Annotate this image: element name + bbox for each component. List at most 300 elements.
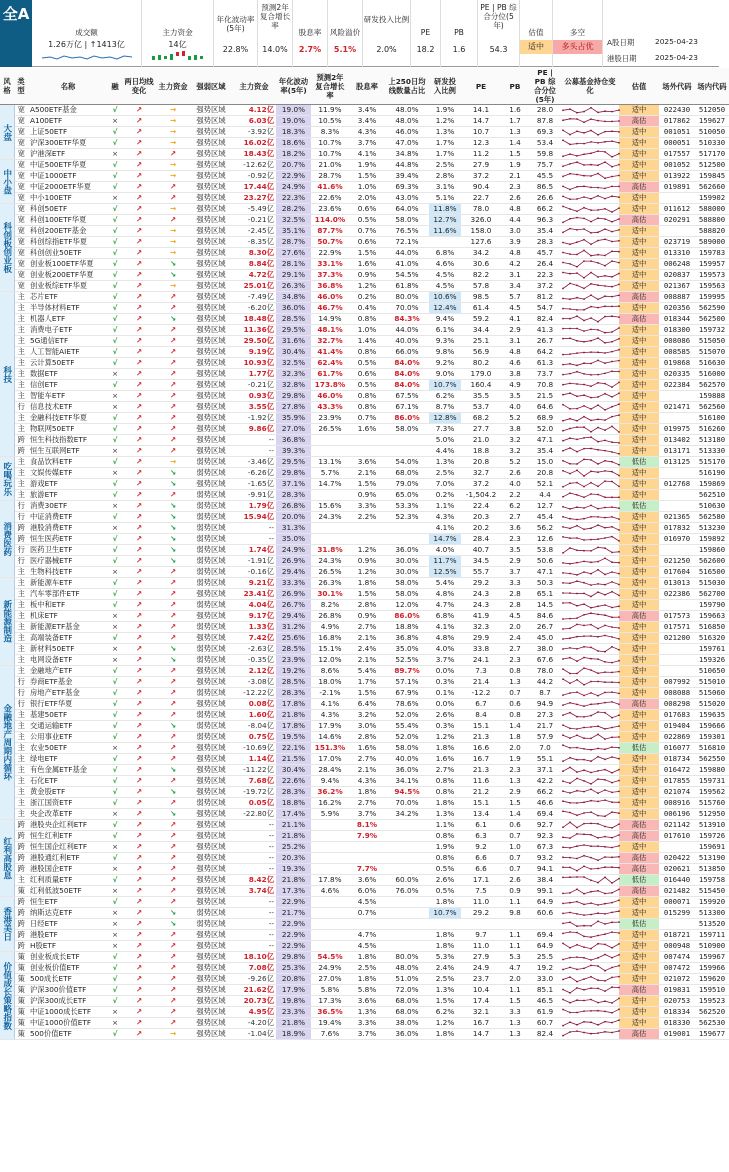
otc-code[interactable]: 006196	[659, 809, 695, 820]
otc-code[interactable]: 013402	[659, 435, 695, 446]
col-header-pct[interactable]: PE | PB 综合分位(5年)	[529, 68, 561, 105]
otc-code[interactable]: 019831	[659, 985, 695, 996]
col-header-otc-code[interactable]: 场外代码	[659, 68, 695, 105]
table-row[interactable]	[0, 369, 729, 380]
otc-code[interactable]	[659, 193, 695, 204]
otc-code[interactable]: 001052	[659, 160, 695, 171]
otc-code[interactable]: 013013	[659, 578, 695, 589]
otc-code[interactable]: 017832	[659, 523, 695, 534]
etf-name[interactable]: 中证1000ETF	[28, 171, 108, 182]
exchange-code[interactable]: 515050	[695, 336, 729, 347]
otc-code[interactable]: 008086	[659, 336, 695, 347]
etf-name[interactable]: 红利质量ETF	[28, 875, 108, 886]
exchange-code[interactable]: 513330	[695, 446, 729, 457]
otc-code[interactable]: 022430	[659, 105, 695, 116]
etf-name[interactable]: 数据ETF	[28, 369, 108, 380]
otc-code[interactable]: 017604	[659, 567, 695, 578]
col-header-zone[interactable]: 强弱区域	[190, 68, 232, 105]
otc-code[interactable]: 007472	[659, 963, 695, 974]
table-row[interactable]	[0, 589, 729, 600]
otc-code[interactable]	[659, 391, 695, 402]
table-row[interactable]	[0, 864, 729, 875]
otc-code[interactable]	[659, 545, 695, 556]
table-row[interactable]	[0, 798, 729, 809]
exchange-code[interactable]: 513520	[695, 919, 729, 930]
exchange-code[interactable]: 515170	[695, 457, 729, 468]
table-row[interactable]	[0, 468, 729, 479]
otc-code[interactable]: 007992	[659, 677, 695, 688]
etf-name[interactable]: 沪港深ETF	[28, 149, 108, 160]
etf-name[interactable]: 科创200ETF基金	[28, 226, 108, 237]
otc-code[interactable]	[659, 501, 695, 512]
etf-name[interactable]: 交通运输ETF	[28, 721, 108, 732]
etf-name[interactable]: A500ETF基金	[28, 105, 108, 116]
etf-name[interactable]: 金融科技ETF华夏	[28, 413, 108, 424]
otc-code[interactable]: 017571	[659, 622, 695, 633]
exchange-code[interactable]: 515020	[695, 699, 729, 710]
exchange-code[interactable]: 513190	[695, 853, 729, 864]
etf-name[interactable]: 农业50ETF	[28, 743, 108, 754]
etf-name[interactable]: 芯片ETF	[28, 292, 108, 303]
exchange-code[interactable]: 159726	[695, 831, 729, 842]
etf-name[interactable]: 创业板价值ETF	[28, 963, 108, 974]
exchange-code[interactable]: 515010	[695, 677, 729, 688]
otc-code[interactable]: 020753	[659, 996, 695, 1007]
etf-name[interactable]: 高端装备ETF	[28, 633, 108, 644]
otc-code[interactable]: 022386	[659, 589, 695, 600]
exchange-code[interactable]: 510900	[695, 941, 729, 952]
table-row[interactable]	[0, 996, 729, 1007]
exchange-code[interactable]: 513910	[695, 820, 729, 831]
etf-name[interactable]: 新能源车ETF	[28, 578, 108, 589]
table-row[interactable]	[0, 105, 729, 116]
otc-code[interactable]: 021367	[659, 281, 695, 292]
etf-name[interactable]: 创业板成长ETF	[28, 952, 108, 963]
col-header-ma-change[interactable]: 两日均线变化	[122, 68, 156, 105]
table-row[interactable]	[0, 138, 729, 149]
table-row[interactable]	[0, 952, 729, 963]
exchange-code[interactable]: 516000	[695, 369, 729, 380]
etf-name[interactable]: 恒生医药ETF	[28, 534, 108, 545]
etf-name[interactable]: 机器人ETF	[28, 314, 108, 325]
otc-code[interactable]: 012768	[659, 479, 695, 490]
otc-code[interactable]: 008088	[659, 688, 695, 699]
etf-name[interactable]: 消费30ETF	[28, 501, 108, 512]
otc-code[interactable]: 018300	[659, 325, 695, 336]
etf-name[interactable]: 恒生科技指数ETF	[28, 435, 108, 446]
table-row[interactable]	[0, 116, 729, 127]
table-row[interactable]	[0, 270, 729, 281]
table-row[interactable]	[0, 347, 729, 358]
exchange-code[interactable]: 159783	[695, 248, 729, 259]
table-row[interactable]	[0, 1018, 729, 1029]
exchange-code[interactable]: 516500	[695, 567, 729, 578]
table-row[interactable]	[0, 281, 729, 292]
exchange-code[interactable]: 510630	[695, 501, 729, 512]
table-row[interactable]	[0, 820, 729, 831]
otc-code[interactable]: 019868	[659, 358, 695, 369]
table-row[interactable]	[0, 292, 729, 303]
table-row[interactable]	[0, 897, 729, 908]
col-header-dividend[interactable]: 股息率	[349, 68, 385, 105]
otc-code[interactable]	[659, 226, 695, 237]
table-row[interactable]	[0, 985, 729, 996]
etf-name[interactable]: 医药卫生ETF	[28, 545, 108, 556]
table-row[interactable]	[0, 974, 729, 985]
exchange-code[interactable]: 159845	[695, 171, 729, 182]
etf-name[interactable]: 500价值ETF	[28, 1029, 108, 1040]
etf-name[interactable]: 石化ETF	[28, 776, 108, 787]
etf-name[interactable]: 券商ETF基金	[28, 677, 108, 688]
otc-code[interactable]: 019001	[659, 1029, 695, 1040]
table-row[interactable]	[0, 666, 729, 677]
exchange-code[interactable]: 159888	[695, 391, 729, 402]
otc-code[interactable]: 013171	[659, 446, 695, 457]
etf-name[interactable]: 浙江国资ETF	[28, 798, 108, 809]
otc-code[interactable]: 016970	[659, 534, 695, 545]
etf-name[interactable]: 医疗器械ETF	[28, 556, 108, 567]
otc-code[interactable]: 001051	[659, 127, 695, 138]
otc-code[interactable]: 018734	[659, 754, 695, 765]
table-row[interactable]	[0, 853, 729, 864]
etf-name[interactable]: 科创创业50ETF	[28, 248, 108, 259]
table-row[interactable]	[0, 435, 729, 446]
exchange-code[interactable]: 516190	[695, 468, 729, 479]
etf-name[interactable]: 港股通红利ETF	[28, 853, 108, 864]
exchange-code[interactable]: 517170	[695, 149, 729, 160]
exchange-code[interactable]: 159691	[695, 842, 729, 853]
col-header-funds-flow[interactable]: 主力资金	[156, 68, 190, 105]
etf-name[interactable]: 央企改革ETF	[28, 809, 108, 820]
col-header-fund-holdings[interactable]: 公募基金持仓变化	[561, 68, 619, 105]
etf-name[interactable]: 电网设备ETF	[28, 655, 108, 666]
etf-name[interactable]: 生物科技ETF	[28, 567, 108, 578]
table-row[interactable]	[0, 567, 729, 578]
etf-name[interactable]: 日经ETF	[28, 919, 108, 930]
table-row[interactable]	[0, 490, 729, 501]
exchange-code[interactable]: 512950	[695, 809, 729, 820]
exchange-code[interactable]: 515450	[695, 886, 729, 897]
etf-name[interactable]: 沪深300成长ETF	[28, 996, 108, 1007]
etf-name[interactable]: 消费电子ETF	[28, 325, 108, 336]
exchange-code[interactable]: 515760	[695, 798, 729, 809]
otc-code[interactable]: 000948	[659, 941, 695, 952]
otc-code[interactable]: 020422	[659, 853, 695, 864]
table-row[interactable]	[0, 160, 729, 171]
table-row[interactable]	[0, 424, 729, 435]
table-row[interactable]	[0, 655, 729, 666]
table-row[interactable]	[0, 677, 729, 688]
etf-name[interactable]: 创业板综ETF华夏	[28, 281, 108, 292]
table-row[interactable]	[0, 446, 729, 457]
exchange-code[interactable]: 513300	[695, 908, 729, 919]
etf-name[interactable]: 食品饮料ETF	[28, 457, 108, 468]
otc-code[interactable]: 023719	[659, 237, 695, 248]
otc-code[interactable]: 016472	[659, 765, 695, 776]
table-row[interactable]	[0, 248, 729, 259]
otc-code[interactable]: 008585	[659, 347, 695, 358]
table-row[interactable]	[0, 501, 729, 512]
exchange-code[interactable]: 159635	[695, 710, 729, 721]
etf-name[interactable]: 人工智能AIETF	[28, 347, 108, 358]
exchange-code[interactable]: 515030	[695, 578, 729, 589]
etf-name[interactable]: H股ETF	[28, 941, 108, 952]
table-row[interactable]	[0, 941, 729, 952]
otc-code[interactable]	[659, 490, 695, 501]
table-row[interactable]	[0, 578, 729, 589]
otc-code[interactable]: 007474	[659, 952, 695, 963]
col-header-name[interactable]: 名称	[28, 68, 108, 105]
exchange-code[interactable]: 513230	[695, 523, 729, 534]
etf-name[interactable]: 公用事业ETF	[28, 732, 108, 743]
etf-name[interactable]: 黄金股ETF	[28, 787, 108, 798]
etf-name[interactable]: 中证1000成长ETF	[28, 1007, 108, 1018]
etf-name[interactable]: 500成长ETF	[28, 974, 108, 985]
exchange-code[interactable]: 562510	[695, 490, 729, 501]
exchange-code[interactable]: 159562	[695, 787, 729, 798]
exchange-code[interactable]: 159301	[695, 732, 729, 743]
exchange-code[interactable]: 516850	[695, 622, 729, 633]
col-header-exchange-code[interactable]: 场内代码	[695, 68, 729, 105]
col-header-growth[interactable]: 预测2年复合增长率	[311, 68, 349, 105]
exchange-code[interactable]: 516100	[695, 413, 729, 424]
table-row[interactable]	[0, 237, 729, 248]
exchange-code[interactable]: 510330	[695, 138, 729, 149]
etf-name[interactable]: 中证1000价值ETF	[28, 1018, 108, 1029]
etf-name[interactable]: 5G通信ETF	[28, 336, 108, 347]
etf-name[interactable]: 恒生互联网ETF	[28, 446, 108, 457]
exchange-code[interactable]: 159892	[695, 534, 729, 545]
exchange-code[interactable]: 562700	[695, 589, 729, 600]
col-header-volatility[interactable]: 年化波动率(5年)	[276, 68, 311, 105]
otc-code[interactable]	[659, 468, 695, 479]
table-row[interactable]	[0, 1007, 729, 1018]
otc-code[interactable]: 008887	[659, 292, 695, 303]
col-header-valuation[interactable]: 估值	[619, 68, 659, 105]
col-header-main-funds[interactable]: 主力资金	[232, 68, 276, 105]
otc-code[interactable]: 022869	[659, 732, 695, 743]
table-row[interactable]	[0, 545, 729, 556]
etf-name[interactable]: 绿电ETF	[28, 754, 108, 765]
table-row[interactable]	[0, 875, 729, 886]
table-row[interactable]	[0, 325, 729, 336]
otc-code[interactable]: 017610	[659, 831, 695, 842]
etf-name[interactable]: 旅游ETF	[28, 490, 108, 501]
otc-code[interactable]: 019891	[659, 182, 695, 193]
otc-code[interactable]: 017557	[659, 149, 695, 160]
table-row[interactable]	[0, 523, 729, 534]
etf-name[interactable]: 中证2000ETF华夏	[28, 182, 108, 193]
otc-code[interactable]: 020291	[659, 215, 695, 226]
table-row[interactable]	[0, 259, 729, 270]
otc-code[interactable]: 011612	[659, 204, 695, 215]
etf-name[interactable]: 云计算50ETF	[28, 358, 108, 369]
etf-name[interactable]: 文娱传媒ETF	[28, 468, 108, 479]
exchange-code[interactable]: 589000	[695, 237, 729, 248]
otc-code[interactable]: 019404	[659, 721, 695, 732]
otc-code[interactable]: 019975	[659, 424, 695, 435]
exchange-code[interactable]: 159563	[695, 281, 729, 292]
etf-name[interactable]: 创业板100ETF华夏	[28, 259, 108, 270]
otc-code[interactable]: 021200	[659, 633, 695, 644]
col-header-margin[interactable]: 融	[108, 68, 122, 105]
table-row[interactable]	[0, 908, 729, 919]
etf-name[interactable]: 上证50ETF	[28, 127, 108, 138]
otc-code[interactable]	[659, 413, 695, 424]
otc-code[interactable]: 008916	[659, 798, 695, 809]
exchange-code[interactable]: 159957	[695, 259, 729, 270]
exchange-code[interactable]: 159663	[695, 611, 729, 622]
table-row[interactable]	[0, 314, 729, 325]
table-row[interactable]	[0, 204, 729, 215]
table-row[interactable]	[0, 710, 729, 721]
otc-code[interactable]: 020837	[659, 270, 695, 281]
exchange-code[interactable]: 588000	[695, 204, 729, 215]
otc-code[interactable]: 020356	[659, 303, 695, 314]
exchange-code[interactable]: 510050	[695, 127, 729, 138]
col-header-rd-ratio[interactable]: 研发投入比例	[429, 68, 461, 105]
exchange-code[interactable]: 159995	[695, 292, 729, 303]
etf-name[interactable]: 恒生国企红利ETF	[28, 842, 108, 853]
exchange-code[interactable]: 159573	[695, 270, 729, 281]
exchange-code[interactable]: 159761	[695, 644, 729, 655]
exchange-code[interactable]: 562660	[695, 182, 729, 193]
otc-code[interactable]	[659, 644, 695, 655]
otc-code[interactable]: 018344	[659, 314, 695, 325]
exchange-code[interactable]: 515070	[695, 347, 729, 358]
otc-code[interactable]	[659, 666, 695, 677]
otc-code[interactable]: 020335	[659, 369, 695, 380]
col-header-style[interactable]: 风格	[0, 68, 14, 105]
etf-name[interactable]: 新材料50ETF	[28, 644, 108, 655]
table-row[interactable]	[0, 721, 729, 732]
table-row[interactable]	[0, 226, 729, 237]
exchange-code[interactable]: 513180	[695, 435, 729, 446]
exchange-code[interactable]: 516810	[695, 743, 729, 754]
exchange-code[interactable]: 159920	[695, 897, 729, 908]
exchange-code[interactable]: 562580	[695, 512, 729, 523]
otc-code[interactable]: 017855	[659, 776, 695, 787]
otc-code[interactable]: 016440	[659, 875, 695, 886]
table-row[interactable]	[0, 963, 729, 974]
table-row[interactable]	[0, 193, 729, 204]
etf-name[interactable]: 港股国企ETF	[28, 864, 108, 875]
etf-name[interactable]: 科创100ETF华夏	[28, 215, 108, 226]
exchange-code[interactable]: 159790	[695, 600, 729, 611]
table-row[interactable]	[0, 391, 729, 402]
etf-name[interactable]: 中小100ETF	[28, 193, 108, 204]
etf-name[interactable]: 沪深300ETF华夏	[28, 138, 108, 149]
table-row[interactable]	[0, 886, 729, 897]
col-header-pb[interactable]: PB	[501, 68, 529, 105]
otc-code[interactable]: 021074	[659, 787, 695, 798]
etf-name[interactable]: 中证500ETF华夏	[28, 160, 108, 171]
exchange-code[interactable]: 159967	[695, 952, 729, 963]
table-row[interactable]	[0, 732, 729, 743]
exchange-code[interactable]: 512050	[695, 105, 729, 116]
exchange-code[interactable]: 562500	[695, 314, 729, 325]
etf-name[interactable]: 港股消费ETF	[28, 523, 108, 534]
table-row[interactable]	[0, 600, 729, 611]
exchange-code[interactable]: 159860	[695, 545, 729, 556]
etf-name[interactable]: 基建50ETF	[28, 710, 108, 721]
table-row[interactable]	[0, 831, 729, 842]
exchange-code[interactable]: 516320	[695, 633, 729, 644]
otc-code[interactable]: 021250	[659, 556, 695, 567]
otc-code[interactable]: 013922	[659, 171, 695, 182]
exchange-code[interactable]: 562520	[695, 1007, 729, 1018]
otc-code[interactable]: 017862	[659, 116, 695, 127]
table-row[interactable]	[0, 930, 729, 941]
otc-code[interactable]: 021142	[659, 820, 695, 831]
table-row[interactable]	[0, 380, 729, 391]
etf-name[interactable]: 创业板200ETF华夏	[28, 270, 108, 281]
exchange-code[interactable]: 159966	[695, 963, 729, 974]
otc-code[interactable]: 015299	[659, 908, 695, 919]
etf-name[interactable]: 中证消费ETF	[28, 512, 108, 523]
col-header-type[interactable]: 类型	[14, 68, 28, 105]
otc-code[interactable]: 000071	[659, 897, 695, 908]
table-row[interactable]	[0, 457, 729, 468]
table-row[interactable]	[0, 809, 729, 820]
table-row[interactable]	[0, 622, 729, 633]
exchange-code[interactable]: 159510	[695, 985, 729, 996]
table-row[interactable]	[0, 754, 729, 765]
table-row[interactable]	[0, 699, 729, 710]
exchange-code[interactable]: 562600	[695, 556, 729, 567]
otc-code[interactable]: 018721	[659, 930, 695, 941]
exchange-code[interactable]: 562530	[695, 1018, 729, 1029]
table-row[interactable]	[0, 127, 729, 138]
etf-name[interactable]: 游戏ETF	[28, 479, 108, 490]
otc-code[interactable]: 018330	[659, 1018, 695, 1029]
otc-code[interactable]: 006248	[659, 259, 695, 270]
exchange-code[interactable]: 562590	[695, 303, 729, 314]
otc-code[interactable]: 016077	[659, 743, 695, 754]
exchange-code[interactable]: 516260	[695, 424, 729, 435]
exchange-code[interactable]: 159869	[695, 479, 729, 490]
etf-name[interactable]: 科创综指ETF华夏	[28, 237, 108, 248]
table-row[interactable]	[0, 765, 729, 776]
otc-code[interactable]	[659, 842, 695, 853]
exchange-code[interactable]: 562550	[695, 754, 729, 765]
etf-name[interactable]: 有色金属ETF基金	[28, 765, 108, 776]
etf-name[interactable]: A100ETF	[28, 116, 108, 127]
otc-code[interactable]	[659, 600, 695, 611]
otc-code[interactable]: 000051	[659, 138, 695, 149]
table-row[interactable]	[0, 644, 729, 655]
otc-code[interactable]: 017573	[659, 611, 695, 622]
col-header-ma250-ratio[interactable]: 上250日均线数量占比	[385, 68, 429, 105]
exchange-code[interactable]: 159666	[695, 721, 729, 732]
exchange-code[interactable]: 159880	[695, 765, 729, 776]
table-row[interactable]	[0, 534, 729, 545]
etf-name[interactable]: 金融地产ETF	[28, 666, 108, 677]
exchange-code[interactable]: 159677	[695, 1029, 729, 1040]
etf-name[interactable]: 港股央企红利ETF	[28, 820, 108, 831]
etf-name[interactable]: 信创ETF	[28, 380, 108, 391]
otc-code[interactable]: 022384	[659, 380, 695, 391]
exchange-code[interactable]: 588820	[695, 226, 729, 237]
etf-name[interactable]: 房地产ETF基金	[28, 688, 108, 699]
otc-code[interactable]: 021072	[659, 974, 695, 985]
exchange-code[interactable]: 588800	[695, 215, 729, 226]
otc-code[interactable]: 021482	[659, 886, 695, 897]
etf-name[interactable]: 半导体材料ETF	[28, 303, 108, 314]
exchange-code[interactable]: 562570	[695, 380, 729, 391]
table-row[interactable]	[0, 688, 729, 699]
etf-name[interactable]: 银行ETF华夏	[28, 699, 108, 710]
